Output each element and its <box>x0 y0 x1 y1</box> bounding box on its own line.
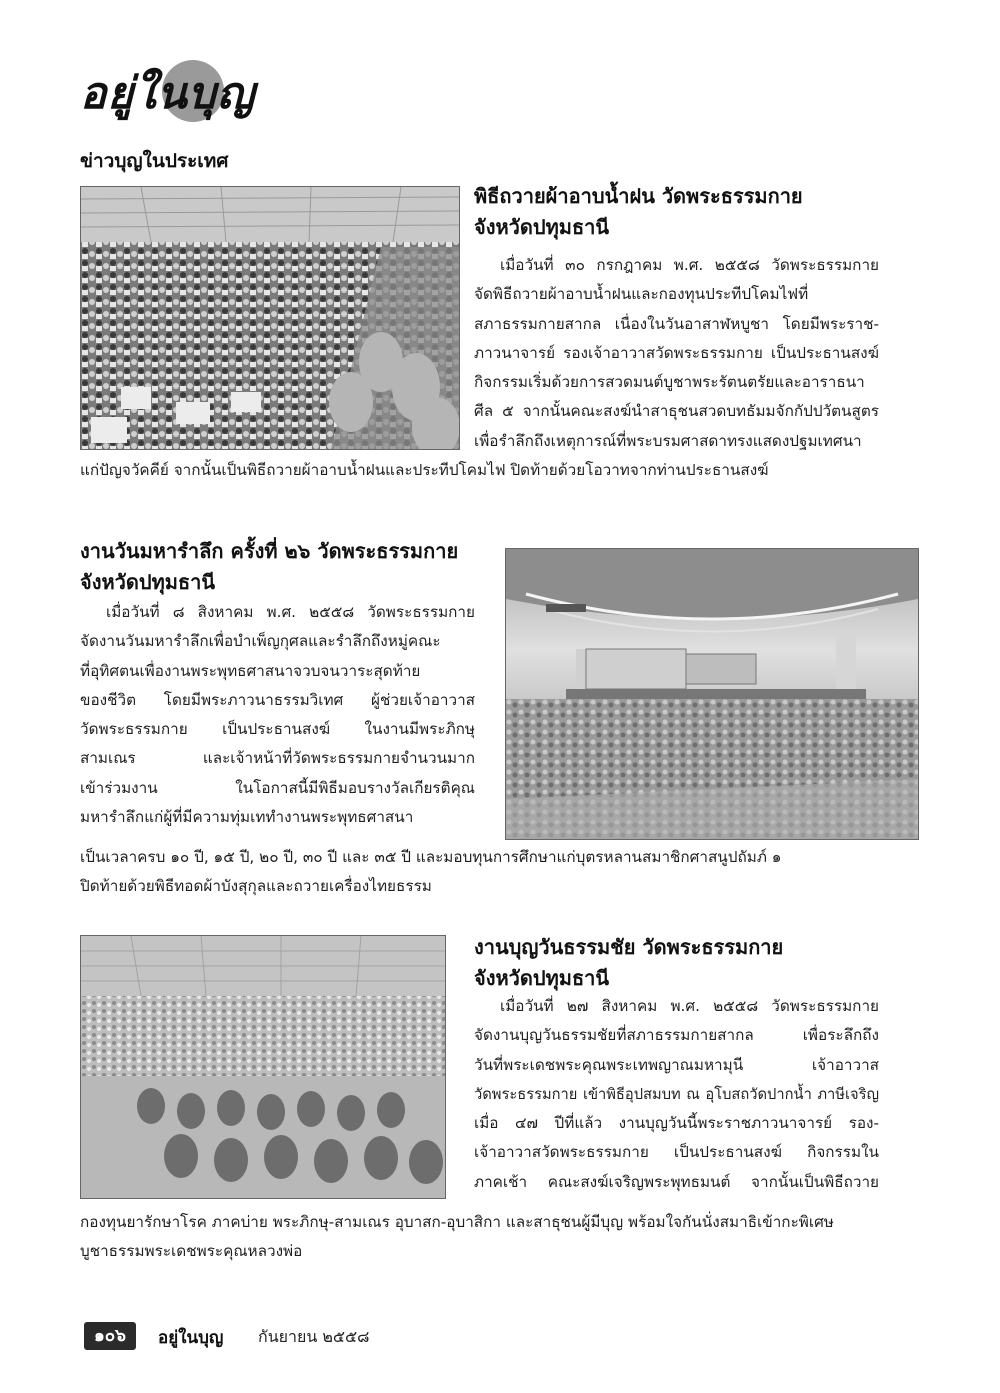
article1-title-line2: จังหวัดปทุมธานี <box>474 215 610 239</box>
article1-line: สภาธรรมกายสากล เนื่องในวันอาสาฬหบูชา โดยมีพระราช- <box>474 314 879 333</box>
article1-line: เมื่อวันที่ ๓๐ กรกฎาคม พ.ศ. ๒๕๕๘ วัดพระธรรมกาย <box>500 256 879 274</box>
article1-line: กิจกรรมเริ่มด้วยการสวดมนต์บูชาพระรัตนตรัยและอาราธนา <box>474 373 865 392</box>
article2-photo <box>505 548 919 840</box>
auditorium-photo <box>506 549 918 839</box>
article2-line: วัดพระธรรมกาย เป็นประธานสงฆ์ ในงานมีพระภิกษุ <box>80 720 475 739</box>
article3-line: วัดพระธรรมกาย เข้าพิธีอุปสมบท ณ อุโบสถวัดปากน้ำ ภาษีเจริญ <box>474 1085 879 1103</box>
section-title: ข่าวบุญในประเทศ <box>80 150 229 172</box>
article3-body <box>474 992 879 1197</box>
footer-issue-date: กันยายน ๒๕๕๘ <box>258 1327 370 1346</box>
article2-body <box>80 598 475 832</box>
article2-full-line: เป็นเวลาครบ ๑๐ ปี, ๑๕ ปี, ๒๐ ปี, ๓๐ ปี และ ๓๕ ปี และมอบทุนการศึกษาแก่บุตรหลานสมาชิกศาสนูปถัมภ์ ๑ <box>80 848 782 866</box>
article1-line: เพื่อรำลึกถึงเหตุการณ์ที่พระบรมศาสดาทรงแสดงปฐมเทศนา <box>474 431 862 450</box>
article3-line: จัดงานบุญวันธรรมชัยที่สภาธรรมกายสากล เพื่อระลึกถึง <box>474 1026 879 1045</box>
article1-full-line: แก่ปัญจวัคคีย์ จากนั้นเป็นพิธีถวายผ้าอาบน้ำฝนและประทีปโคมไฟ ปิดท้ายด้วยโอวาทจากท่านประธานสงฆ์ <box>80 461 769 479</box>
meditation-hall-photo <box>81 936 445 1198</box>
article2-line: ที่อุทิศตนเพื่องานพระพุทธศาสนาจวบจนวาระสุดท้าย <box>80 661 421 680</box>
article1-line: ภาวนาจารย์ รองเจ้าอาวาสวัดพระธรรมกาย เป็นประธานสงฆ์ <box>474 343 879 362</box>
article2-title-line2: จังหวัดปทุมธานี <box>80 570 216 594</box>
article2-line: เข้าร่วมงาน ในโอกาสนี้มีพิธีมอบรางวัลเกียรติคุณ <box>80 778 475 797</box>
article3-photo <box>80 935 446 1199</box>
article1-photo <box>80 186 460 450</box>
article2-line: ของชีวิต โดยมีพระภาวนาธรรมวิเทศ ผู้ช่วยเจ้าอาวาส <box>80 690 475 709</box>
article3-full-line: บูชาธรรมพระเดชพระคุณหลวงพ่อ <box>80 1242 303 1260</box>
article3-title-line1: งานบุญวันธรรมชัย วัดพระธรรมกาย <box>474 935 784 959</box>
article3-full-line: กองทุนยารักษาโรค ภาคบ่าย พระภิกษุ-สามเณร อุบาสก-อุบาสิกา และสาธุชนผู้มีบุญ พร้อมใจกันนั่งสมาธิเข้ากะพิเศษ <box>80 1213 834 1231</box>
magazine-logo <box>80 52 256 132</box>
article3-line: เมื่อวันที่ ๒๗ สิงหาคม พ.ศ. ๒๕๕๘ วัดพระธรรมกาย <box>500 997 879 1015</box>
article2-title-line1: งานวันมหารำลึก ครั้งที่ ๒๖ วัดพระธรรมกาย <box>80 539 459 563</box>
article2-full-line: ปิดท้ายด้วยพิธีทอดผ้าบังสุกุลและถวายเครื่องไทยธรรม <box>80 877 432 895</box>
article3-line: เจ้าอาวาสวัดพระธรรมกาย เป็นประธานสงฆ์ กิจกรรมใน <box>474 1143 879 1162</box>
article2-line: สามเณร และเจ้าหน้าที่วัดพระธรรมกายจำนวนมาก <box>80 749 475 768</box>
article2-line: มหารำลึกแก่ผู้ที่มีความทุ่มเททำงานพระพุทธศาสนา <box>80 808 414 827</box>
article3-line: ภาคเช้า คณะสงฆ์เจริญพระพุทธมนต์ จากนั้นเป็นพิธีถวาย <box>474 1172 879 1191</box>
article1-line: จัดพิธีถวายผ้าอาบน้ำฝนและกองทุนประทีปโคมไฟที่ <box>474 285 809 304</box>
article1-line: ศีล ๕ จากนั้นคณะสงฆ์นำสาธุชนสวดบทธัมมจักกัปปวัตนสูตร <box>474 402 879 421</box>
article2-line: เมื่อวันที่ ๘ สิงหาคม พ.ศ. ๒๕๕๘ วัดพระธรรมกาย <box>106 603 475 621</box>
page-number: ๑๐๖ <box>84 1322 136 1350</box>
article3-line: เมื่อ ๔๗ ปีที่แล้ว งานบุญวันนี้พระราชภาวนาจารย์ รอง- <box>474 1114 879 1133</box>
article2-line: จัดงานวันมหารำลึกเพื่อบำเพ็ญกุศลและรำลึกถึงหมู่คณะ <box>80 632 441 651</box>
logo-text: อยู่ในบุญ <box>80 68 256 119</box>
article3-line: วันที่พระเดชพระคุณพระเทพญาณมหามุนี เจ้าอาวาส <box>474 1055 879 1074</box>
article1-body <box>474 251 879 456</box>
article1-title-line1: พิธีถวายผ้าอาบน้ำฝน วัดพระธรรมกาย <box>474 184 803 208</box>
article3-title-line2: จังหวัดปทุมธานี <box>474 966 610 990</box>
footer-magazine-name: อยู่ในบุญ <box>158 1328 224 1348</box>
crowd-hall-photo <box>81 187 459 449</box>
